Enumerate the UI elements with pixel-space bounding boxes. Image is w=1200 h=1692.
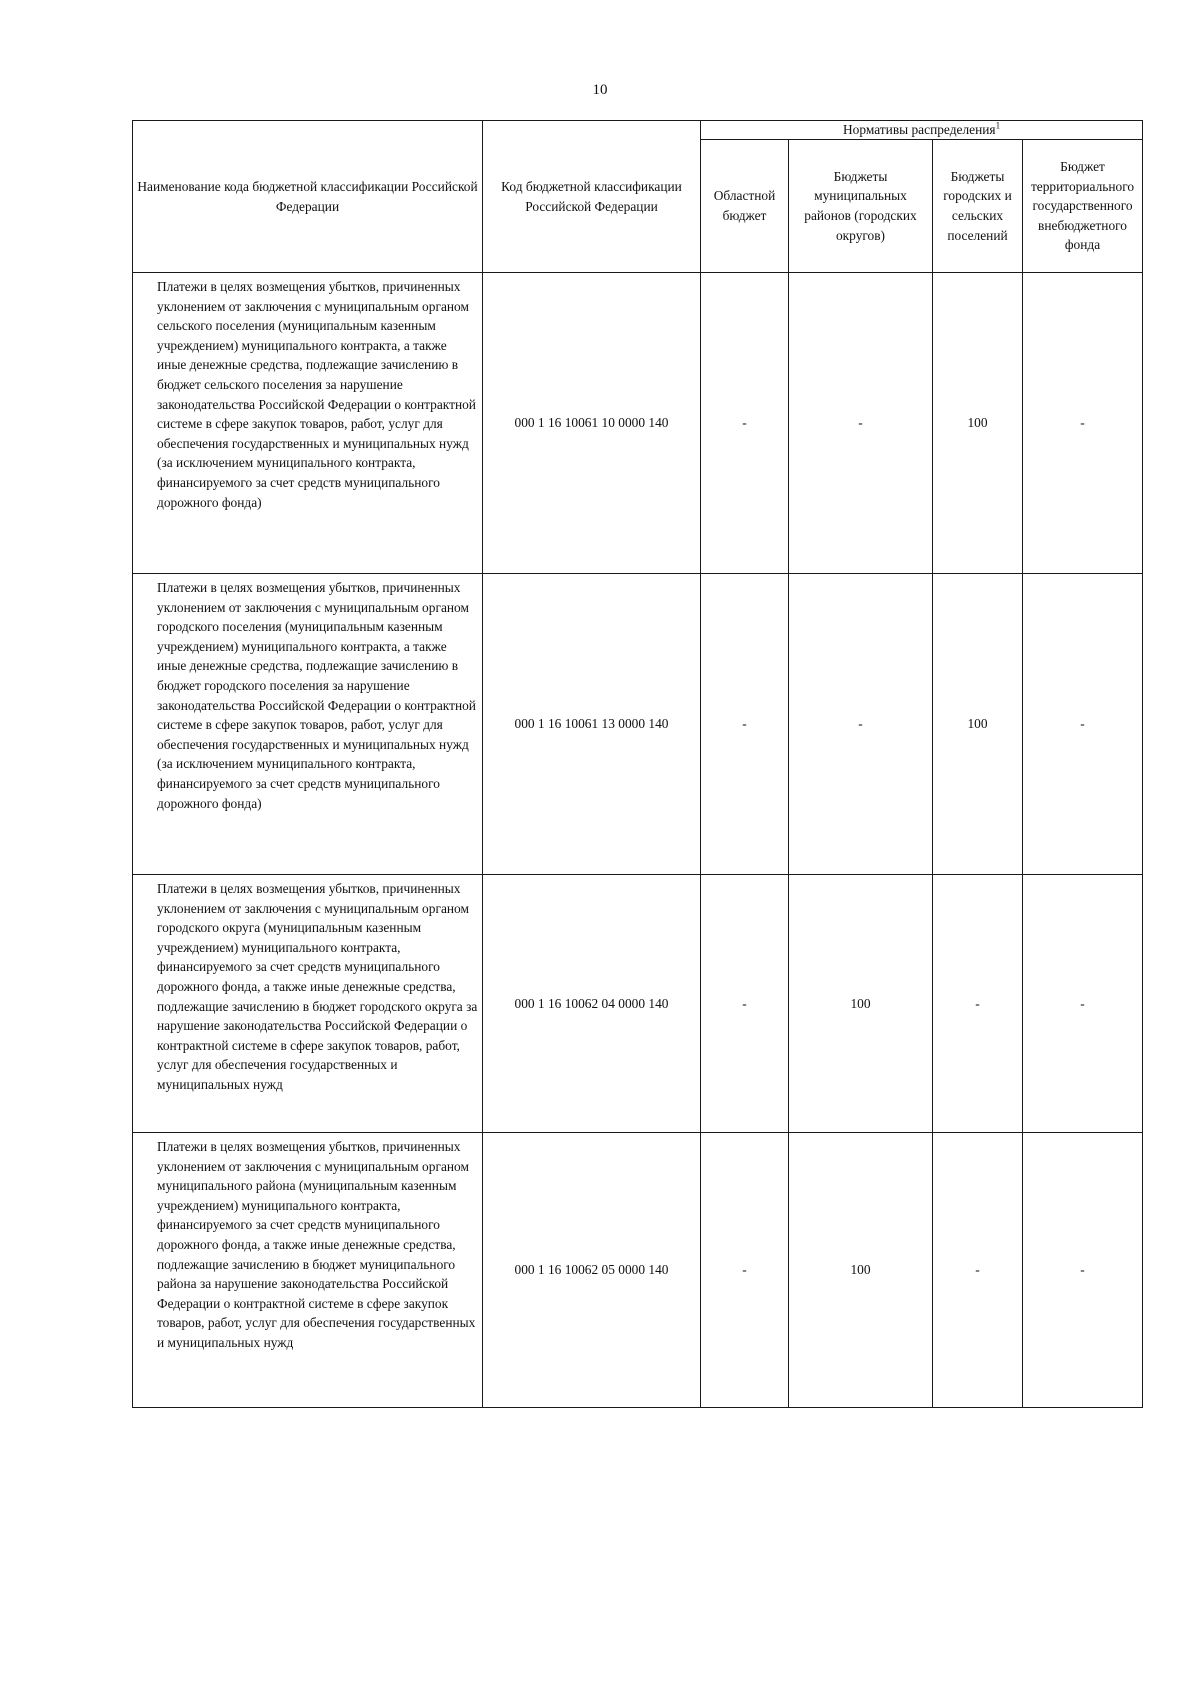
header-row-top	[133, 121, 1143, 140]
page-number: 10	[592, 82, 608, 98]
row-name: Платежи в целях возмещения убытков, причиненных уклонением от заключения с муниципальным органом городского округа (муниципальным казенным учреждением) муниципального контракта, финансируемого за счет средств муниципального дорожного фонда, а также иные денежные средства, подлежащие зачислению в бюджет городского округа за нарушение законодательства Российской Федерации о контрактной системе в сфере закупок товаров, работ, услуг для обеспечения государственных и муниципальных нужд	[133, 875, 483, 1133]
row-regional: -	[701, 273, 789, 574]
table-row	[133, 875, 1143, 1133]
budget-classification-table	[132, 120, 1143, 1408]
row-municipal-districts: 100	[789, 875, 933, 1133]
header-regional: Областной бюджет	[701, 140, 789, 273]
table-row	[133, 1133, 1143, 1408]
row-name: Платежи в целях возмещения убытков, причиненных уклонением от заключения с муниципальным органом сельского поселения (муниципальным казенным учреждением) муниципального контракта, а также иные денежные средства, подлежащие зачислению в бюджет сельского поселения за нарушение законодательства Российской Федерации о контрактной системе в сфере закупок товаров, работ, услуг для обеспечения государственных и муниципальных нужд (за исключением муниципального контракта, финансируемого за счет средств муниципального дорожного фонда)	[133, 273, 483, 574]
row-territorial-fund: -	[1023, 875, 1143, 1133]
row-municipal-districts: -	[789, 574, 933, 875]
row-name: Платежи в целях возмещения убытков, причиненных уклонением от заключения с муниципальным органом городского поселения (муниципальным казенным учреждением) муниципального контракта, а также иные денежные средства, подлежащие зачислению в бюджет городского поселения за нарушение законодательства Российской Федерации о контрактной системе в сфере закупок товаров, работ, услуг для обеспечения государственных и муниципальных нужд (за исключением муниципального контракта, финансируемого за счет средств муниципального дорожного фонда)	[133, 574, 483, 875]
header-settlements: Бюджеты городских и сельских поселений	[933, 140, 1023, 273]
header-name: Наименование кода бюджетной классификации Российской Федерации	[133, 121, 483, 273]
row-settlements: 100	[933, 574, 1023, 875]
row-regional: -	[701, 875, 789, 1133]
header-norms-label: Нормативы распределения	[842, 122, 996, 137]
row-territorial-fund: -	[1023, 1133, 1143, 1408]
row-name: Платежи в целях возмещения убытков, причиненных уклонением от заключения с муниципальным органом муниципального района (муниципальным казенным учреждением) муниципального контракта, финансируемого за счет средств муниципального дорожного фонда, а также иные денежные средства, подлежащие зачислению в бюджет муниципального района за нарушение законодательства Российской Федерации о контрактной системе в сфере закупок товаров, работ, услуг для обеспечения государственных и муниципальных нужд	[133, 1133, 483, 1408]
row-regional: -	[701, 1133, 789, 1408]
row-territorial-fund: -	[1023, 273, 1143, 574]
row-territorial-fund: -	[1023, 574, 1143, 875]
row-settlements: 100	[933, 273, 1023, 574]
row-code: 000 1 16 10062 04 0000 140	[483, 875, 701, 1133]
header-norms-footnote: 1	[995, 120, 1001, 131]
row-regional: -	[701, 574, 789, 875]
row-settlements: -	[933, 1133, 1023, 1408]
header-territorial-fund: Бюджет территориального государственного внебюджетного фонда	[1023, 140, 1143, 273]
table-row	[133, 574, 1143, 875]
row-municipal-districts: -	[789, 273, 933, 574]
table-row	[133, 273, 1143, 574]
header-municipal-districts: Бюджеты муниципальных районов (городских округов)	[789, 140, 933, 273]
row-code: 000 1 16 10061 13 0000 140	[483, 574, 701, 875]
header-norms-group	[701, 121, 1143, 140]
row-code: 000 1 16 10061 10 0000 140	[483, 273, 701, 574]
row-code: 000 1 16 10062 05 0000 140	[483, 1133, 701, 1408]
row-settlements: -	[933, 875, 1023, 1133]
row-municipal-districts: 100	[789, 1133, 933, 1408]
header-code: Код бюджетной классификации Российской Федерации	[483, 121, 701, 273]
